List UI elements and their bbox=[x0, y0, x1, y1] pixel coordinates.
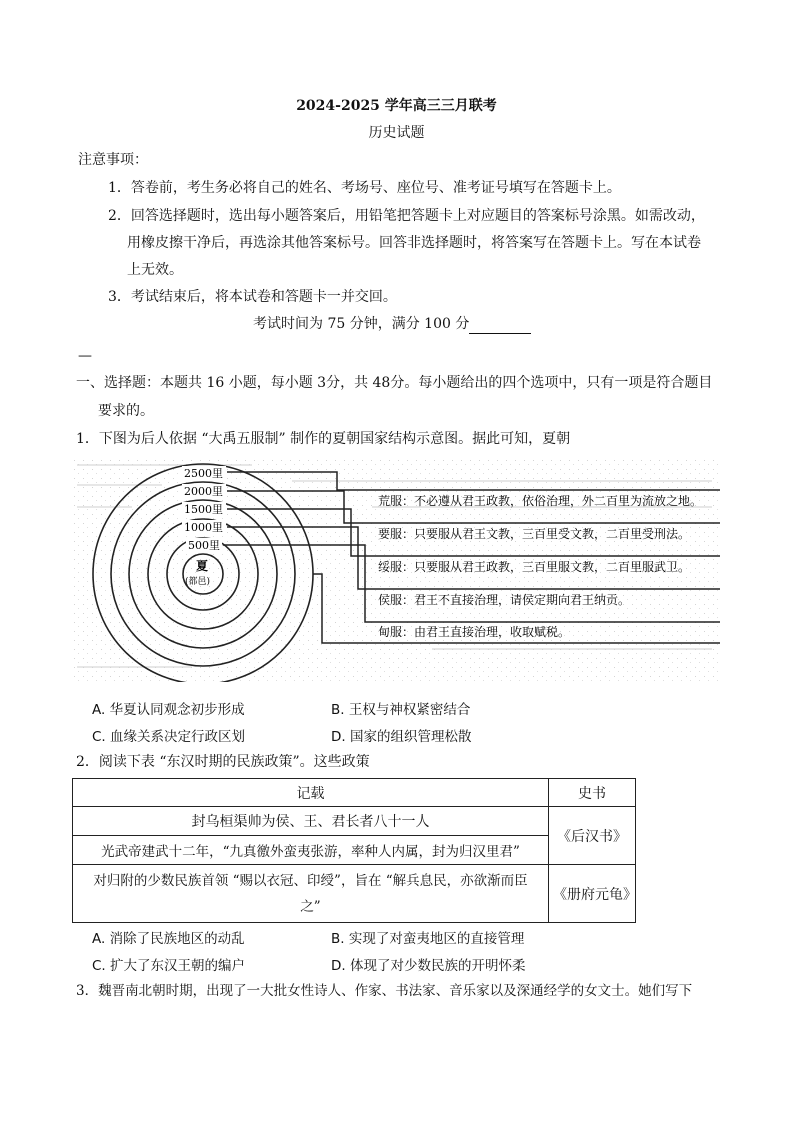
zone-houfu: 侯服：君王不直接治理，请侯定期向君王纳贡。 bbox=[378, 593, 631, 607]
exam-time-line bbox=[253, 314, 531, 334]
table-cell-record-2: 光武帝建武十二年，“九真徼外蛮夷张游，率种人内属，封为归汉里君” bbox=[73, 836, 549, 865]
table-header-row bbox=[73, 779, 636, 807]
ring-label-1000: 1000里 bbox=[184, 521, 223, 534]
q1-option-c[interactable]: C. 血缘关系决定行政区划 bbox=[92, 729, 246, 745]
q3-stem: 3．魏晋南北朝时期，出现了一大批女性诗人、作家、书法家、音乐家以及深通经学的女文士。她们写下 bbox=[76, 983, 693, 999]
table-row bbox=[73, 807, 636, 836]
zone-dianfu: 甸服：由君王直接治理，收取赋税。 bbox=[378, 625, 571, 639]
q2-option-b[interactable]: B. 实现了对蛮夷地区的直接管理 bbox=[331, 931, 525, 947]
zone-yaofu: 要服：只要服从君王文教，三百里受文教，二百里受刑法。 bbox=[378, 527, 691, 541]
notice-heading: 注意事项： bbox=[78, 152, 148, 168]
notice-item-2: 2．回答选择题时，选出每小题答案后，用铅笔把答题卡上对应题目的答案标号涂黑。如需改动， bbox=[108, 208, 705, 224]
q2-option-c[interactable]: C. 扩大了东汉王朝的编户 bbox=[92, 958, 246, 974]
q2-option-a[interactable]: A. 消除了民族地区的动乱 bbox=[92, 931, 245, 947]
notice-item-1: 1．答卷前，考生务必将自己的姓名、考场号、座位号、准考证号填写在答题卡上。 bbox=[108, 180, 621, 196]
exam-title: 2024-2025 学年高三三月联考 bbox=[296, 98, 497, 114]
table-cell-record-1: 封乌桓渠帅为侯、王、君长者八十一人 bbox=[73, 807, 549, 836]
zone-huangfu: 荒服：不必遵从君王政教，依俗治理，外二百里为流放之地。 bbox=[378, 494, 703, 508]
table-header-source: 史书 bbox=[549, 779, 636, 807]
table-cell-source-2: 《册府元龟》 bbox=[549, 865, 636, 923]
table-cell-source-1: 《后汉书》 bbox=[549, 807, 636, 865]
notice-item-2-end: 上无效。 bbox=[127, 262, 183, 278]
table-cell-record-3-line2: 之” bbox=[300, 898, 321, 915]
separator-dash: — bbox=[78, 348, 92, 364]
section-title: 一、选择题：本题共 16 小题，每小题 3分，共 48分。每小题给出的四个选项中，只有一项是符合题目 bbox=[76, 375, 713, 391]
q2-stem: 2．阅读下表 “东汉时期的民族政策”。这些政策 bbox=[76, 754, 370, 770]
exam-time-text: 考试时间为 75 分钟，满分 100 分 bbox=[253, 316, 470, 332]
five-zones-diagram bbox=[72, 457, 720, 682]
blank-underline bbox=[469, 319, 531, 334]
ring-label-2500: 2500里 bbox=[184, 467, 223, 480]
table-cell-record-3 bbox=[73, 865, 549, 923]
zone-suifu: 绥服：只要服从君王政教，三百里服文教，二百里服武卫。 bbox=[378, 560, 691, 574]
capital-sublabel: (都邑) bbox=[185, 577, 211, 587]
notice-item-2-cont: 用橡皮擦干净后，再选涂其他答案标号。回答非选择题时，将答案写在答题卡上。写在本试卷 bbox=[127, 235, 701, 251]
q2-table bbox=[72, 778, 636, 923]
q1-stem: 1．下图为后人依据 “大禹五服制” 制作的夏朝国家结构示意图。据此可知，夏朝 bbox=[76, 431, 571, 447]
q2-option-d[interactable]: D. 体现了对少数民族的开明怀柔 bbox=[331, 958, 526, 974]
subject-title: 历史试题 bbox=[368, 125, 425, 141]
q1-option-d[interactable]: D. 国家的组织管理松散 bbox=[331, 729, 472, 745]
table-row bbox=[73, 865, 636, 923]
table-cell-record-3-line1: 对归附的少数民族首领 “赐以衣冠、印绶”，旨在 “解兵息民，亦欲渐而臣 bbox=[93, 872, 528, 889]
table-header-record: 记载 bbox=[73, 779, 549, 807]
section-title-cont: 要求的。 bbox=[98, 403, 154, 419]
ring-label-2000: 2000里 bbox=[184, 485, 223, 498]
q1-option-b[interactable]: B. 王权与神权紧密结合 bbox=[331, 702, 471, 718]
ring-label-500: 500里 bbox=[188, 539, 220, 552]
notice-item-3: 3．考试结束后，将本试卷和答题卡一并交回。 bbox=[108, 289, 397, 305]
q1-option-a[interactable]: A. 华夏认同观念初步形成 bbox=[92, 702, 245, 718]
q1-diagram bbox=[72, 457, 720, 682]
capital-label: 夏 bbox=[196, 559, 209, 573]
ring-label-1500: 1500里 bbox=[184, 503, 223, 516]
